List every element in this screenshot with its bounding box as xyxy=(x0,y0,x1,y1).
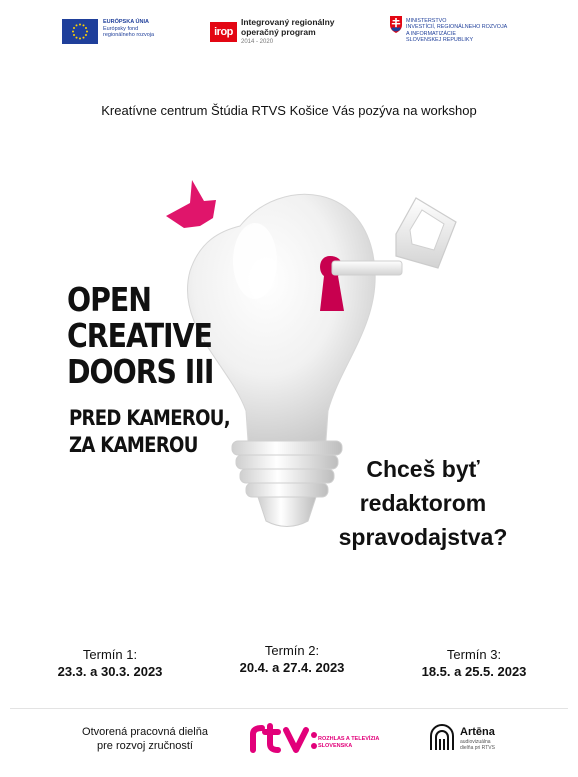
starburst-shape xyxy=(166,180,216,228)
term-label: Termín 3: xyxy=(446,647,502,662)
rtv-subtitle: ROZHLAS A TELEVÍZIA SLOVENSKA xyxy=(318,736,380,749)
title-line: DOORS III xyxy=(67,352,214,391)
ministry-label: MINISTERSTVO INVESTÍCIÍ, REGIONÁLNEHO ROZVOJA A INFORMATIZÁCIE SLOVENSKEJ REPUBLIKY xyxy=(406,18,508,44)
title-line: OPEN xyxy=(67,280,151,319)
footer-divider xyxy=(10,708,568,709)
event-title xyxy=(67,282,213,390)
term-label: Termín 2: xyxy=(264,643,320,658)
term-3 xyxy=(404,646,544,680)
title-line: CREATIVE xyxy=(67,316,212,355)
invitation-text: Kreatívne centrum Štúdia RTVS Košice Vás pozýva na workshop xyxy=(101,103,477,118)
irop-label: Integrovaný regionálny operačný program 2014 - 2020 xyxy=(241,17,335,45)
question-text: Chceš byť redaktorom spravodajstva? xyxy=(338,456,508,550)
term-dates: 20.4. a 27.4. 2023 xyxy=(239,660,345,675)
eu-fund-label: EURÓPSKA ÚNIA Európsky fond regionálneho rozvoja xyxy=(103,19,155,38)
artena-subtitle: audiovizuálna dielňa pri RTVS xyxy=(460,739,495,751)
artena-arch-icon xyxy=(428,723,456,751)
term-2 xyxy=(222,642,362,676)
workshop-description: Otvorená pracovná dielňa pre rozvoj zručností xyxy=(82,726,208,752)
rtv-logo xyxy=(248,720,328,754)
term-dates: 23.3. a 30.3. 2023 xyxy=(57,664,163,679)
subtitle-line: ZA KAMEROU xyxy=(69,433,198,457)
slovak-crest-icon xyxy=(390,16,402,33)
term-1 xyxy=(40,646,180,680)
irop-logo: irop xyxy=(210,22,237,42)
event-subtitle xyxy=(69,405,230,459)
artena-name: Artēna xyxy=(460,726,495,738)
term-dates: 18.5. a 25.5. 2023 xyxy=(421,664,527,679)
eu-flag-icon xyxy=(62,19,98,44)
subtitle-line: PRED KAMEROU, xyxy=(69,406,230,430)
term-label: Termín 1: xyxy=(82,647,138,662)
